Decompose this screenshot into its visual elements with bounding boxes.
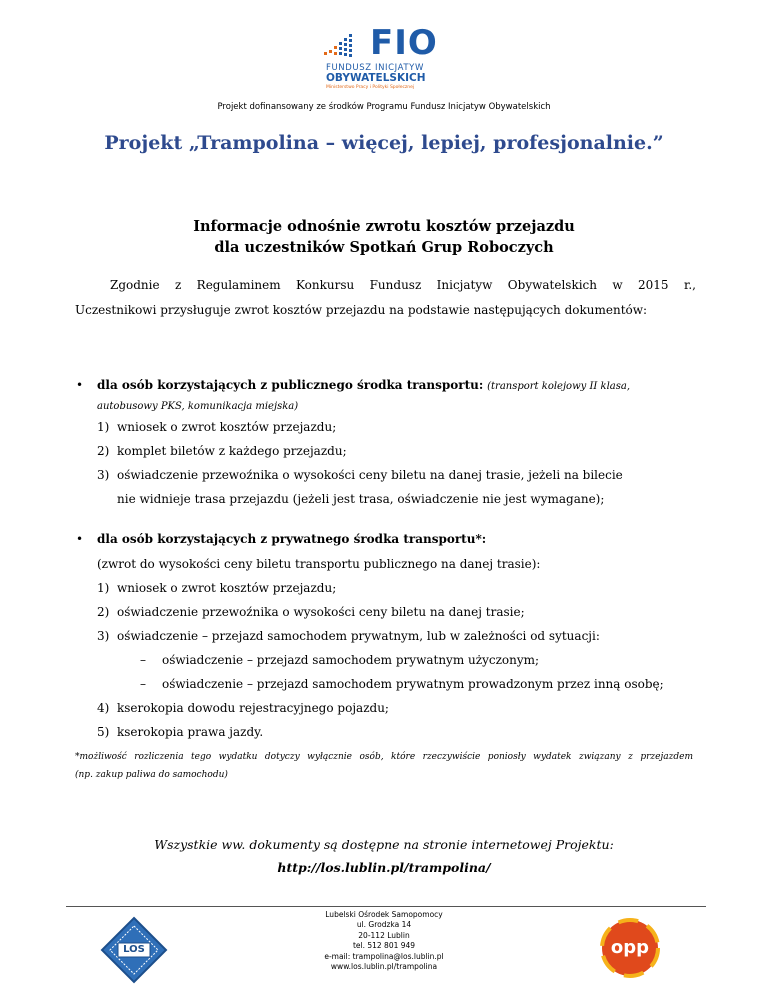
section-public-note2: autobusowy PKS, komunikacja miejska) (97, 401, 299, 412)
document-heading (0, 216, 768, 258)
section-public-note1: (transport kolejowy II klasa, (487, 381, 631, 392)
list-item: 4) kserokopia dowodu rejestracyjnego pojazdu; (97, 701, 389, 715)
footer-phone: tel. 512 801 949 (352, 941, 416, 951)
footer-street: ul. Grodzka 14 (356, 920, 412, 930)
bullet-private: • (76, 532, 84, 546)
section-public-title: dla osób korzystających z publicznego środka transportu: (97, 378, 484, 392)
fio-dots-icon (322, 28, 358, 62)
sub-list-item: – oświadczenie – przejazd samochodem prywatnym użyczonym; (140, 653, 540, 667)
list-item: 2) komplet biletów z każdego przejazdu; (97, 444, 347, 458)
section-private-heading (97, 530, 486, 548)
los-logo-text: LOS (123, 944, 145, 955)
list-item: 3) oświadczenie przewoźnika o wysokości ceny biletu na danej trasie, jeżeli na bilecie (97, 468, 623, 482)
sub-list-item: – oświadczenie – przejazd samochodem prywatnym prowadzonym przez inną osobę; (140, 677, 664, 691)
intro-line2: Uczestnikowi przysługuje zwrot kosztów przejazdu na podstawie następujących dokumentów: (75, 303, 648, 317)
funding-note: Projekt dofinansowany ze środków Programu Fundusz Inicjatyw Obywatelskich (217, 102, 551, 112)
footer-website[interactable]: www.los.lublin.pl/trampolina (330, 962, 438, 972)
fio-line1: FUNDUSZ INICJATYW (326, 63, 424, 73)
fio-mark: FIO (370, 23, 438, 63)
footer-divider (66, 906, 706, 907)
list-item: 2) oświadczenie przewoźnika o wysokości ceny biletu na danej trasie; (97, 605, 525, 619)
list-item: 5) kserokopia prawa jazdy. (97, 725, 264, 739)
fio-logo (322, 23, 442, 94)
footnote-line2: (np. zakup paliwa do samochodu) (75, 770, 228, 780)
heading-line1: Informacje odnośnie zwrotu kosztów przejazdu (193, 218, 575, 235)
footnote-line1: *możliwość rozliczenia tego wydatku dotyczy wyłącznie osób, które rzeczywiście poniosły wydatek związany z przejazdem (75, 752, 693, 762)
fio-line2: OBYWATELSKICH (326, 72, 426, 84)
heading-line2: dla uczestników Spotkań Grup Roboczych (214, 239, 554, 256)
opp-logo-text: opp (610, 937, 650, 958)
footer-org-name: Lubelski Ośrodek Samopomocy (325, 910, 443, 919)
section-public-heading (97, 376, 697, 396)
list-item: 3) oświadczenie – przejazd samochodem prywatnym, lub w zależności od sytuacji: (97, 629, 600, 643)
list-item: 1) wniosek o zwrot kosztów przejazdu; (97, 420, 337, 434)
list-item: 1) wniosek o zwrot kosztów przejazdu; (97, 581, 337, 595)
intro-line1: Zgodnie z Regulaminem Konkursu Fundusz Inicjatyw Obywatelskich w 2015 r., (110, 278, 696, 292)
bullet-public: • (76, 378, 84, 392)
project-title: Projekt „Trampolina – więcej, lepiej, profesjonalnie.” (104, 132, 664, 154)
fio-line3: Ministerstwo Pracy i Polityki Społecznej (326, 85, 415, 90)
list-item-continuation: nie widnieje trasa przejazdu (jeżeli jest trasa, oświadczenie nie jest wymagane); (117, 492, 605, 506)
opp-logo (600, 918, 660, 978)
documents-available-note: Wszystkie ww. dokumenty są dostępne na stronie internetowej Projektu: (154, 837, 614, 852)
footer-city: 20-112 Lublin (358, 930, 410, 940)
section-private-subnote: (zwrot do wysokości ceny biletu transportu publicznego na danej trasie): (97, 557, 541, 571)
footer-email[interactable]: e-mail: trampolina@los.lublin.pl (324, 951, 444, 961)
section-private-title: dla osób korzystających z prywatnego środka transportu*: (97, 532, 487, 546)
project-url-link[interactable]: http://los.lublin.pl/trampolina/ (277, 860, 491, 875)
footnote (75, 748, 693, 784)
